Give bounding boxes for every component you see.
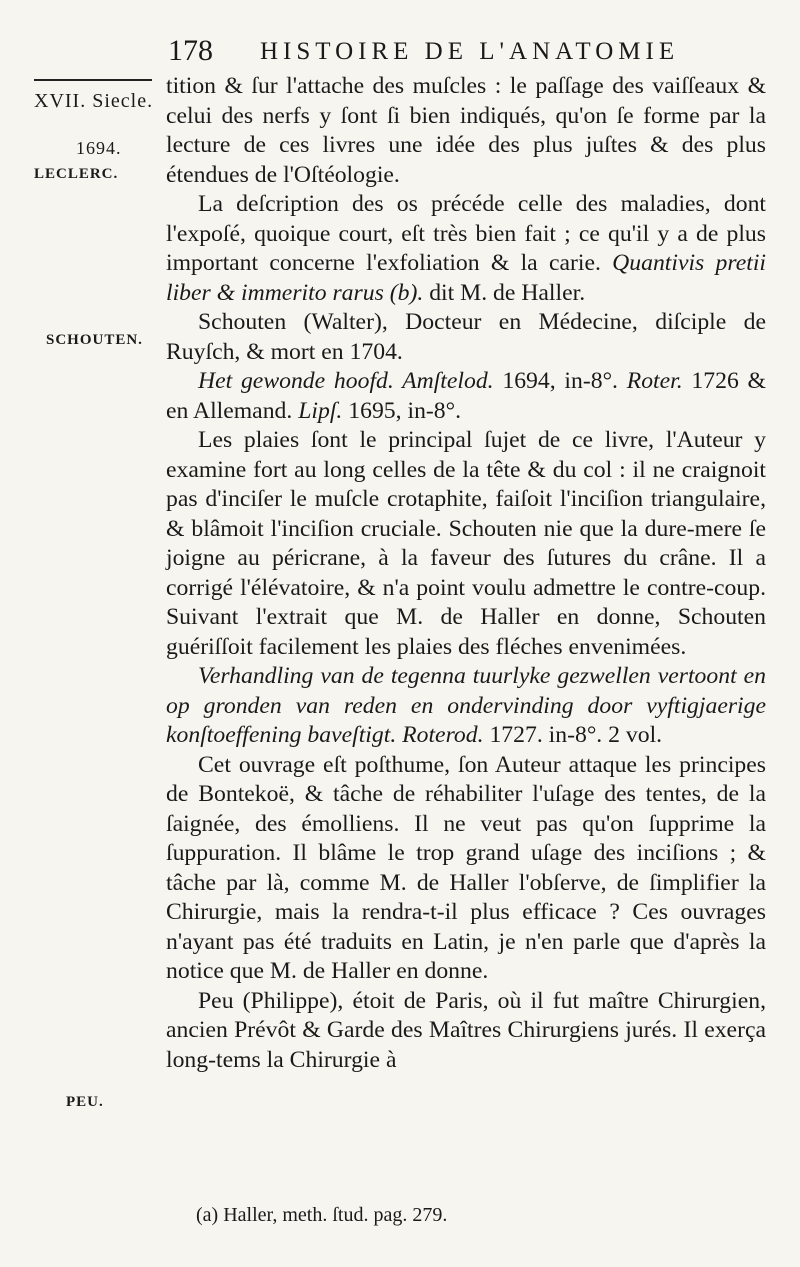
paragraph-6	[166, 662, 766, 751]
margin-schouten: SCHOUTEN.	[46, 332, 143, 348]
footnote: (a) Haller, meth. ſtud. pag. 279.	[196, 1204, 448, 1226]
margin-century: XVII. Siecle.	[34, 90, 154, 112]
paragraph-4	[166, 367, 766, 426]
roter-label: Roter.	[626, 368, 683, 394]
running-head	[168, 30, 768, 70]
paragraph-2-text: La deſcription des os précéde celle des maladies, dont l'expoſé, quoique court, eſt très bien fait ; ce qu'il y a de plus important concerne l'exfoliation & la carie.	[166, 191, 766, 276]
book-title-2-end: 1727. in-8°. 2 vol.	[483, 722, 663, 748]
margin-leclerc: LECLERC.	[34, 166, 119, 182]
body-text	[166, 72, 766, 1075]
book-title-1-end: 1726 & en Allemand.	[166, 368, 766, 424]
paragraph-7: Cet ouvrage eſt poſthume, ſon Auteur attaque les principes de Bontekoë, & tâche de réhabiliter l'uſage des tentes, de la ſaignée, des émolliens. Il ne veut pas qu'on ſupprime la ſuppuration. Il blâme le trop grand uſage des inciſions ; & tâche par là, comme M. de Haller l'obſerve, de ſimplifier la Chirurgie, mais la rendra-t-il plus efficace ? Ces ouvrages n'ayant pas été traduits en Latin, je n'en parle que d'après la notice que M. de Haller en donne.	[166, 751, 766, 984]
page-number: 178	[168, 34, 213, 67]
paragraph-2-end: dit M. de Haller.	[423, 279, 586, 306]
paragraph-8: Peu (Philippe), étoit de Paris, où il fut maître Chirurgien, ancien Prévôt & Garde des Maîtres Chirurgiens jurés. Il exerça long-tems la Chirurgie à	[166, 987, 766, 1073]
margin-year: 1694.	[76, 138, 122, 158]
header-rule	[34, 79, 152, 81]
book-title-1: Het gewonde hoofd. Amſtelod.	[198, 368, 494, 394]
margin-peu: PEU.	[66, 1094, 104, 1110]
book-title-2: Verhandling van de tegenna tuurlyke gezwellen vertoont en op gronden van reden en ondervinding door vyftigjaerige konſtoeffening baveſtigt. Roterod.	[166, 663, 766, 748]
paragraph-5: Les plaies ſont le principal ſujet de ce livre, l'Auteur y examine fort au long celles de la tête & du col : il ne craignoit pas d'inciſer le muſcle crotaphite, faiſoit l'inciſion triangulaire, & blâmoit l'inciſion cruciale. Schouten nie que la dure-mere ſe joigne au péricrane, à la faveur des ſutures du crâne. Il a corrigé l'élévatoire, & n'a point voulu admettre le contre-coup. Suivant l'extrait que M. de Haller en donne, Schouten guériſſoit facilement les plaies des fléches envenimées.	[166, 427, 766, 660]
paragraph-1: tition & ſur l'attache des muſcles : le paſſage des vaiſſeaux & celui des nerfs y ſont ſi bien indiqués, qu'on ſe forme par la lecture de ces livres une idée des plus juſtes & des plus étendues de l'Oſtéologie.	[166, 73, 766, 188]
lips-label: Lipſ.	[298, 397, 343, 424]
book-title-1-final: 1695, in-8°.	[342, 397, 462, 424]
paragraph-3: Schouten (Walter), Docteur en Médecine, diſciple de Ruyſch, & mort en 1704.	[166, 309, 766, 365]
book-title-1-details: 1694, in-8°.	[493, 368, 627, 394]
paragraph-2	[166, 190, 766, 308]
running-title: HISTOIRE DE L'ANATOMIE	[260, 38, 680, 65]
latin-quote: Quantivis pretii liber & immerito rarus (b).	[166, 250, 766, 306]
